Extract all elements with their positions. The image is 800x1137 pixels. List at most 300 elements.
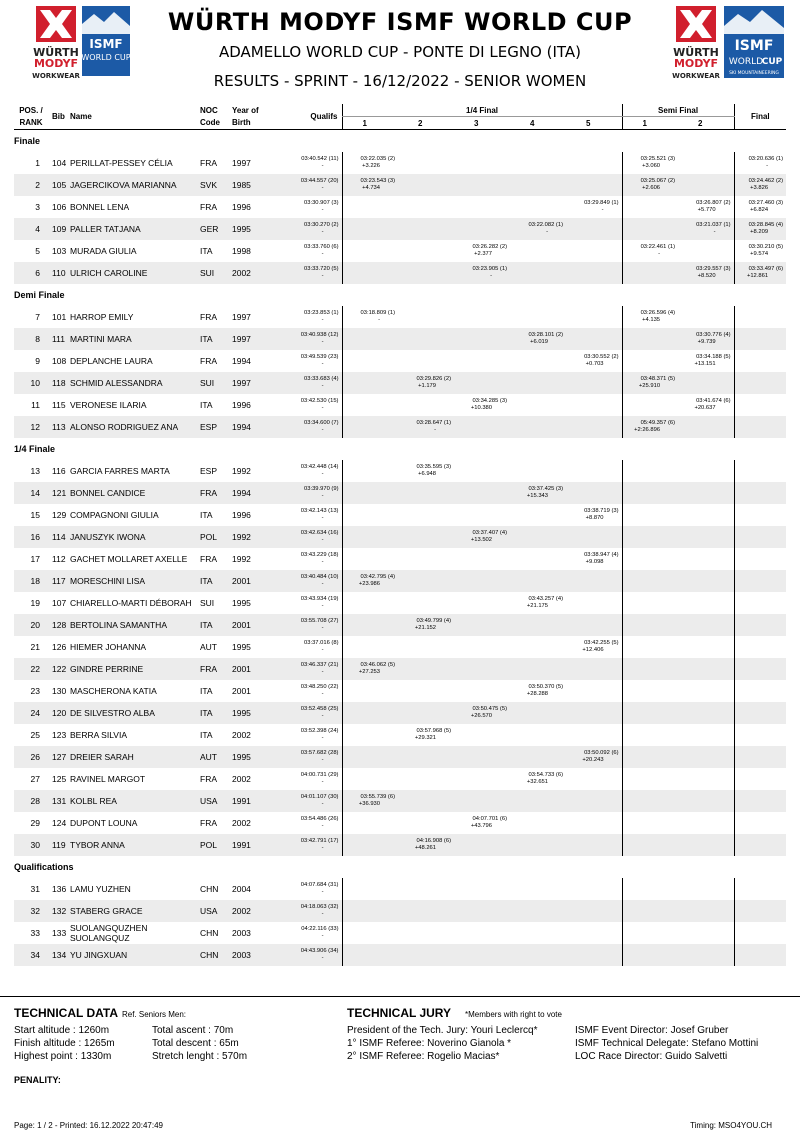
time-cell	[510, 526, 566, 548]
footer-print-info: Page: 1 / 2 - Printed: 16.12.2022 20:47:49	[14, 1121, 163, 1130]
time-cell	[734, 636, 786, 658]
time-cell	[342, 416, 398, 438]
yob-cell: 2004	[232, 884, 251, 894]
time-cell	[342, 614, 398, 636]
time-value: 03:20.636 (1)	[748, 156, 784, 162]
rank-cell: 13	[30, 466, 40, 476]
time-cell	[454, 416, 510, 438]
athlete-name: DEPLANCHE LAURA	[70, 356, 153, 366]
noc-cell: ITA	[200, 702, 232, 724]
athlete-name: RAVINEL MARGOT	[70, 774, 146, 784]
time-gap: -	[321, 559, 324, 565]
noc-cell: AUT	[200, 642, 217, 652]
rank-cell: 25	[30, 730, 40, 740]
time-cell	[454, 944, 510, 966]
qualif-time	[268, 636, 342, 658]
time-gap: +2:26.896	[634, 427, 661, 433]
athlete-name: YU JINGXUAN	[66, 944, 200, 966]
time-cell	[622, 152, 678, 174]
bib-cell: 122	[48, 658, 66, 680]
yob-cell: 1992	[232, 526, 268, 548]
bib-cell: 103	[52, 246, 67, 256]
time-cell	[566, 548, 622, 570]
noc-cell: ITA	[200, 614, 232, 636]
bib-cell: 101	[52, 312, 67, 322]
technical-jury-col1	[347, 1024, 537, 1063]
yob-cell: 1992	[232, 466, 251, 476]
time-cell	[734, 196, 786, 218]
bib-cell: 118	[48, 372, 66, 394]
bib-cell: 109	[48, 218, 66, 240]
time-cell	[510, 878, 566, 900]
time-value: 03:42.143 (13)	[300, 508, 339, 514]
yob-cell: 2002	[232, 818, 251, 828]
svg-text:ISMF: ISMF	[89, 37, 123, 51]
time-gap: +2.606	[642, 185, 661, 191]
yob-cell: 2001	[232, 658, 268, 680]
time-cell	[734, 174, 786, 196]
rank-cell: 29	[30, 818, 40, 828]
time-cell	[734, 570, 786, 592]
time-cell	[398, 262, 454, 284]
time-gap: +20.243	[582, 757, 604, 763]
table-row	[14, 658, 786, 680]
time-cell	[510, 900, 566, 922]
rank-cell: 12	[14, 416, 48, 438]
col-pos: POS. /	[19, 105, 43, 115]
yob-cell: 2003	[232, 928, 251, 938]
time-cell	[398, 482, 454, 504]
time-cell	[454, 658, 510, 680]
time-cell	[398, 724, 454, 746]
time-value: 03:40.938 (12)	[300, 332, 339, 338]
time-cell	[398, 394, 454, 416]
time-cell	[678, 790, 734, 812]
time-cell	[342, 394, 398, 416]
time-value: 03:54.486 (26)	[300, 816, 339, 822]
time-value: 03:25.521 (3)	[640, 156, 676, 162]
time-value: 03:26.282 (2)	[472, 244, 507, 250]
yob-cell: 1991	[232, 790, 268, 812]
time-value: 04:07.684 (31)	[300, 882, 339, 888]
logo-left-line2: MODYF	[33, 57, 79, 70]
qualif-time	[268, 482, 342, 504]
time-cell	[622, 834, 678, 856]
time-cell	[566, 218, 622, 240]
time-cell	[454, 790, 510, 812]
time-cell	[566, 658, 622, 680]
time-cell	[734, 548, 786, 570]
table-row	[14, 592, 786, 614]
time-value: 03:28.845 (4)	[748, 222, 784, 228]
time-gap: -	[321, 273, 324, 279]
time-cell	[454, 262, 510, 284]
time-gap: +3.826	[750, 185, 769, 191]
bib-cell: 107	[52, 598, 67, 608]
results-line: RESULTS - SPRINT - 16/12/2022 - SENIOR WOMEN	[213, 72, 587, 90]
time-cell	[734, 834, 786, 856]
time-cell	[342, 504, 398, 526]
time-gap: +6.948	[418, 471, 436, 477]
table-row	[14, 878, 786, 900]
time-gap: -	[321, 691, 324, 697]
time-cell	[678, 394, 734, 416]
time-cell	[342, 328, 398, 350]
time-cell	[454, 482, 510, 504]
time-value: 03:43.229 (18)	[300, 552, 339, 558]
qualif-time	[268, 614, 342, 636]
time-cell	[566, 636, 622, 658]
time-cell	[342, 592, 398, 614]
table-row	[14, 922, 786, 944]
table-row	[14, 328, 786, 350]
time-value: 03:28.101 (2)	[528, 332, 563, 338]
time-gap: -	[321, 537, 324, 543]
rank-cell: 34	[14, 944, 48, 966]
time-cell	[678, 196, 734, 218]
time-cell	[398, 218, 454, 240]
athlete-name: BONNEL CANDICE	[66, 482, 200, 504]
athlete-name: HIEMER JOHANNA	[70, 642, 147, 652]
time-cell	[342, 636, 398, 658]
time-value: 03:37.425 (3)	[528, 486, 563, 492]
time-cell	[678, 944, 734, 966]
time-cell	[342, 460, 398, 482]
time-cell	[398, 570, 454, 592]
time-cell	[566, 152, 622, 174]
col-heat-q2: 2	[398, 117, 454, 130]
rank-cell: 14	[14, 482, 48, 504]
table-row	[14, 570, 786, 592]
time-cell	[342, 922, 398, 944]
yob-cell: 1995	[232, 702, 268, 724]
time-cell	[734, 394, 786, 416]
athlete-name: ALONSO RODRIGUEZ ANA	[66, 416, 200, 438]
time-value: 03:44.557 (20)	[300, 178, 339, 184]
time-cell	[510, 460, 566, 482]
qualif-time	[268, 460, 342, 482]
table-row	[14, 680, 786, 702]
time-value: 03:34.188 (5)	[696, 354, 731, 360]
time-cell	[398, 614, 454, 636]
athlete-name: DREIER SARAH	[66, 746, 200, 768]
time-gap: +3.060	[642, 163, 661, 169]
bib-cell: 115	[52, 400, 66, 410]
time-gap: -	[321, 383, 324, 389]
time-cell	[510, 702, 566, 724]
yob-cell: 1997	[232, 372, 268, 394]
time-cell	[398, 812, 454, 834]
yob-cell: 2002	[232, 262, 268, 284]
table-row	[14, 768, 786, 790]
time-gap: -	[321, 251, 324, 257]
col-yob-birth: Birth	[232, 117, 268, 130]
time-cell	[510, 790, 566, 812]
time-cell	[734, 702, 786, 724]
noc-cell: CHN	[200, 928, 219, 938]
time-value: 03:42.255 (5)	[584, 640, 619, 646]
athlete-name: HARROP EMILY	[70, 312, 134, 322]
time-gap: -	[434, 427, 436, 433]
noc-cell: FRA	[200, 818, 217, 828]
time-gap: +4.135	[642, 317, 661, 323]
time-cell	[622, 790, 678, 812]
time-gap: +20.637	[694, 405, 716, 411]
time-value: 03:57.968 (5)	[416, 728, 451, 734]
athlete-name: PALLER TATJANA	[66, 218, 200, 240]
time-gap: -	[378, 317, 380, 323]
time-cell	[678, 878, 734, 900]
time-cell	[454, 592, 510, 614]
table-row	[14, 636, 786, 658]
time-cell	[622, 306, 678, 328]
time-value: 03:37.407 (4)	[472, 530, 507, 536]
qualif-time	[268, 702, 342, 724]
table-row	[14, 196, 786, 218]
time-gap: -	[321, 339, 324, 345]
col-heat-q4: 4	[510, 117, 566, 130]
time-value: 03:26.596 (4)	[640, 310, 676, 316]
time-cell	[734, 218, 786, 240]
time-value: 04:16.908 (6)	[416, 838, 451, 844]
yob-cell: 1997	[232, 312, 251, 322]
athlete-name: DUPONT LOUNA	[70, 818, 138, 828]
time-cell	[342, 350, 398, 372]
time-cell	[510, 548, 566, 570]
time-gap: +21.152	[414, 625, 436, 631]
time-cell	[510, 922, 566, 944]
time-cell	[734, 526, 786, 548]
time-value: 03:29.849 (1)	[584, 200, 619, 206]
athlete-name: GACHET MOLLARET AXELLE	[70, 554, 188, 564]
jury-referee-1: 1° ISMF Referee: Noverino Gianola *	[347, 1038, 512, 1049]
time-gap: +29.321	[414, 735, 436, 741]
time-cell	[622, 262, 678, 284]
time-value: 03:40.484 (10)	[300, 574, 339, 580]
time-value: 04:18.063 (32)	[300, 904, 339, 910]
time-cell	[734, 746, 786, 768]
time-cell	[622, 482, 678, 504]
time-cell	[566, 460, 622, 482]
time-value: 03:49.799 (4)	[416, 618, 451, 624]
time-gap: -	[658, 251, 661, 257]
bib-cell: 114	[48, 526, 66, 548]
qualif-time	[268, 834, 342, 856]
bib-cell: 129	[52, 510, 67, 520]
time-gap: +26.570	[470, 713, 492, 719]
time-value: 03:33.497 (6)	[748, 266, 784, 272]
rank-cell: 33	[30, 928, 40, 938]
time-gap: -	[321, 757, 324, 763]
time-cell	[622, 768, 678, 790]
time-cell	[398, 834, 454, 856]
time-gap: -	[321, 361, 324, 367]
col-heat-q5: 5	[566, 117, 622, 130]
stretch-length: Stretch lenght : 570m	[152, 1051, 248, 1062]
qualif-time	[268, 768, 342, 790]
bib-cell: 105	[48, 174, 66, 196]
bib-cell: 134	[48, 944, 66, 966]
bib-cell: 111	[48, 328, 66, 350]
time-gap: +13.151	[694, 361, 716, 367]
athlete-name: STABERG GRACE	[66, 900, 200, 922]
time-gap: +8.870	[585, 515, 604, 521]
noc-cell: GER	[200, 218, 232, 240]
time-cell	[566, 504, 622, 526]
time-value: 03:23.853 (1)	[304, 310, 339, 316]
time-cell	[678, 372, 734, 394]
time-cell	[510, 504, 566, 526]
time-cell	[566, 878, 622, 900]
noc-cell: USA	[200, 790, 232, 812]
noc-cell: ITA	[200, 570, 232, 592]
time-cell	[622, 218, 678, 240]
rank-cell: 26	[14, 746, 48, 768]
time-cell	[398, 790, 454, 812]
time-value: 04:43.906 (34)	[300, 948, 339, 954]
noc-cell: POL	[200, 526, 232, 548]
athlete-name: GARCIA FARRES MARTA	[70, 466, 170, 476]
time-gap: -	[321, 427, 324, 433]
yob-cell: 1995	[232, 642, 251, 652]
col-semi-final: Semi Final	[622, 104, 734, 117]
yob-cell: 2003	[232, 944, 268, 966]
qualif-time	[268, 262, 342, 284]
noc-cell: FRA	[200, 158, 217, 168]
time-cell	[398, 416, 454, 438]
time-cell	[734, 372, 786, 394]
time-cell	[566, 680, 622, 702]
col-noc: NOC	[200, 105, 218, 115]
time-cell	[398, 922, 454, 944]
time-gap: -	[321, 823, 324, 829]
time-cell	[678, 922, 734, 944]
noc-cell: ITA	[200, 246, 213, 256]
time-cell	[510, 746, 566, 768]
time-value: 03:39.970 (9)	[304, 486, 339, 492]
time-cell	[734, 878, 786, 900]
time-cell	[622, 614, 678, 636]
qualif-time	[268, 394, 342, 416]
time-cell	[454, 746, 510, 768]
time-cell	[622, 702, 678, 724]
time-cell	[398, 460, 454, 482]
time-gap: -	[321, 713, 324, 719]
logo-left-line3: WORKWEAR	[32, 72, 80, 80]
time-cell	[510, 262, 566, 284]
qualif-time	[268, 504, 342, 526]
time-cell	[734, 482, 786, 504]
time-cell	[734, 306, 786, 328]
time-gap: -	[321, 317, 324, 323]
time-gap: +32.651	[526, 779, 548, 785]
time-cell	[678, 658, 734, 680]
time-cell	[678, 746, 734, 768]
section-header	[14, 284, 786, 306]
time-cell	[566, 306, 622, 328]
section-title: 1/4 Finale	[14, 444, 56, 454]
time-cell	[454, 614, 510, 636]
time-gap: -	[321, 889, 324, 895]
logo-right-line2: CUP	[761, 57, 783, 67]
col-heat-q1: 1	[342, 117, 398, 130]
time-cell	[510, 218, 566, 240]
col-quarter-final: 1/4 Final	[342, 104, 622, 117]
total-ascent: Total ascent : 70m	[152, 1025, 234, 1036]
time-value: 03:30.907 (3)	[304, 200, 339, 206]
time-cell	[510, 482, 566, 504]
svg-text:WÜRTH: WÜRTH	[673, 46, 719, 59]
rank-cell: 10	[14, 372, 48, 394]
time-cell	[398, 240, 454, 262]
time-gap: +25.910	[638, 383, 661, 389]
rank-cell: 9	[35, 356, 40, 366]
time-gap: -	[321, 405, 324, 411]
event-director: ISMF Event Director: Josef Gruber	[575, 1025, 729, 1036]
svg-text:WORKWEAR: WORKWEAR	[672, 72, 720, 80]
time-cell	[342, 746, 398, 768]
time-cell	[734, 504, 786, 526]
time-value: 03:33.760 (6)	[304, 244, 339, 250]
time-value: 03:42.634 (16)	[300, 530, 339, 536]
time-cell	[398, 328, 454, 350]
time-cell	[622, 372, 678, 394]
table-row	[14, 614, 786, 636]
time-cell	[510, 834, 566, 856]
time-cell	[510, 614, 566, 636]
rank-cell: 3	[35, 202, 40, 212]
time-gap: -	[321, 911, 324, 917]
qualif-time	[268, 878, 342, 900]
yob-cell: 1994	[232, 416, 268, 438]
rank-cell: 1	[35, 158, 40, 168]
time-cell	[734, 460, 786, 482]
time-gap: +43.796	[470, 823, 492, 829]
time-value: 03:22.082 (1)	[528, 222, 563, 228]
athlete-name: JANUSZYK IWONA	[66, 526, 200, 548]
time-cell	[510, 658, 566, 680]
athlete-name: GINDRE PERRINE	[66, 658, 200, 680]
yob-cell: 2001	[232, 614, 268, 636]
technical-data-title: TECHNICAL DATA	[14, 1006, 118, 1020]
col-final: Final	[734, 104, 786, 130]
time-value: 03:42.791 (17)	[300, 838, 339, 844]
time-cell	[678, 548, 734, 570]
time-cell	[398, 636, 454, 658]
time-cell	[454, 768, 510, 790]
yob-cell: 2002	[232, 730, 251, 740]
bib-cell: 128	[48, 614, 66, 636]
time-cell	[734, 790, 786, 812]
time-value: 03:23.905 (1)	[472, 266, 507, 272]
noc-cell: CHN	[200, 944, 232, 966]
time-cell	[622, 878, 678, 900]
athlete-name: SCHMID ALESSANDRA	[66, 372, 200, 394]
time-cell	[566, 746, 622, 768]
col-name: Name	[66, 104, 200, 130]
time-cell	[566, 922, 622, 944]
time-cell	[622, 196, 678, 218]
noc-cell: FRA	[200, 658, 232, 680]
rank-cell: 28	[14, 790, 48, 812]
col-rank: RANK	[14, 117, 48, 130]
time-cell	[342, 790, 398, 812]
noc-cell: ITA	[200, 328, 232, 350]
rank-cell: 18	[14, 570, 48, 592]
time-cell	[734, 328, 786, 350]
qualif-time	[268, 218, 342, 240]
time-cell	[566, 394, 622, 416]
